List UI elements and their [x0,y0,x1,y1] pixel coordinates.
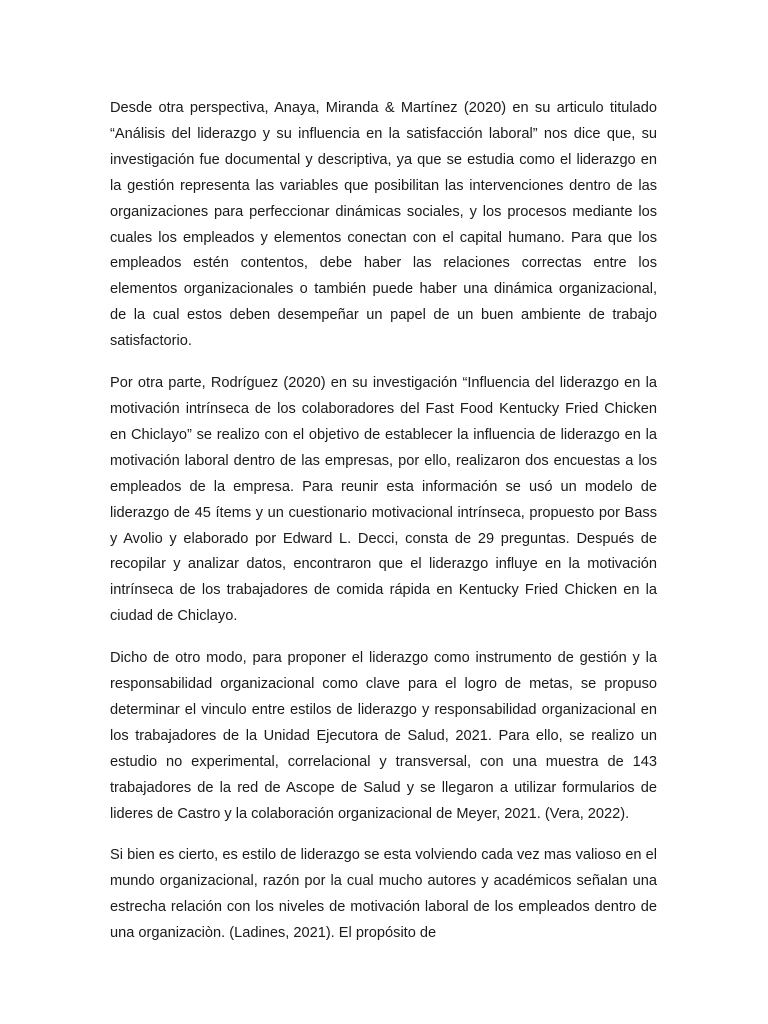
paragraph-ladines: Si bien es cierto, es estilo de liderazgo se esta volviendo cada vez mas valioso en el mundo organizacional, razón por la cual mucho autores y académicos señalan una estrecha relación con los niveles de motivación laboral de los empleados dentro de una organizaciòn. (Ladines, 2021). El propósito de [110,847,657,942]
document-page [110,96,657,1016]
paragraph-anaya-miranda-martinez: Desde otra perspectiva, Anaya, Miranda & Martínez (2020) en su articulo titulado “Análisis del liderazgo y su influencia en la satisfacción laboral” nos dice que, su investigación fue documental y descriptiva, ya que se estudia como el liderazgo en la gestión representa las variables que posibilitan las intervenciones dentro de las organizaciones para perfeccionar dinámicas sociales, y los procesos mediante los cuales los empleados y elementos conectan con el capital humano. Para que los empleados estén contentos, debe haber las relaciones correctas entre los elementos organizacionales o también puede haber una dinámica organizacional, de la cual estos deben desempeñar un papel de un buen ambiente de trabajo satisfactorio. [110,100,657,350]
paragraph-rodriguez: Por otra parte, Rodríguez (2020) en su investigación “Influencia del liderazgo en la motivación intrínseca de los colaboradores del Fast Food Kentucky Fried Chicken en Chiclayo” se realizo con el objetivo de establecer la influencia de liderazgo en la motivación laboral dentro de las empresas, por ello, realizaron dos encuestas a los empleados de la empresa. Para reunir esta información se usó un modelo de liderazgo de 45 ítems y un cuestionario motivacional intrínseca, propuesto por Bass y Avolio y elaborado por Edward L. Decci, consta de 29 preguntas. Después de recopilar y analizar datos, encontraron que el liderazgo influye en la motivación intrínseca de los trabajadores de comida rápida en Kentucky Fried Chicken en la ciudad de Chiclayo. [110,375,657,625]
paragraph-vera: Dicho de otro modo, para proponer el liderazgo como instrumento de gestión y la responsabilidad organizacional como clave para el logro de metas, se propuso determinar el vinculo entre estilos de liderazgo y responsabilidad organizacional en los trabajadores de la Unidad Ejecutora de Salud, 2021. Para ello, se realizo un estudio no experimental, correlacional y transversal, con una muestra de 143 trabajadores de la red de Ascope de Salud y se llegaron a utilizar formularios de lideres de Castro y la colaboración organizacional de Meyer, 2021. (Vera, 2022). [110,650,657,822]
